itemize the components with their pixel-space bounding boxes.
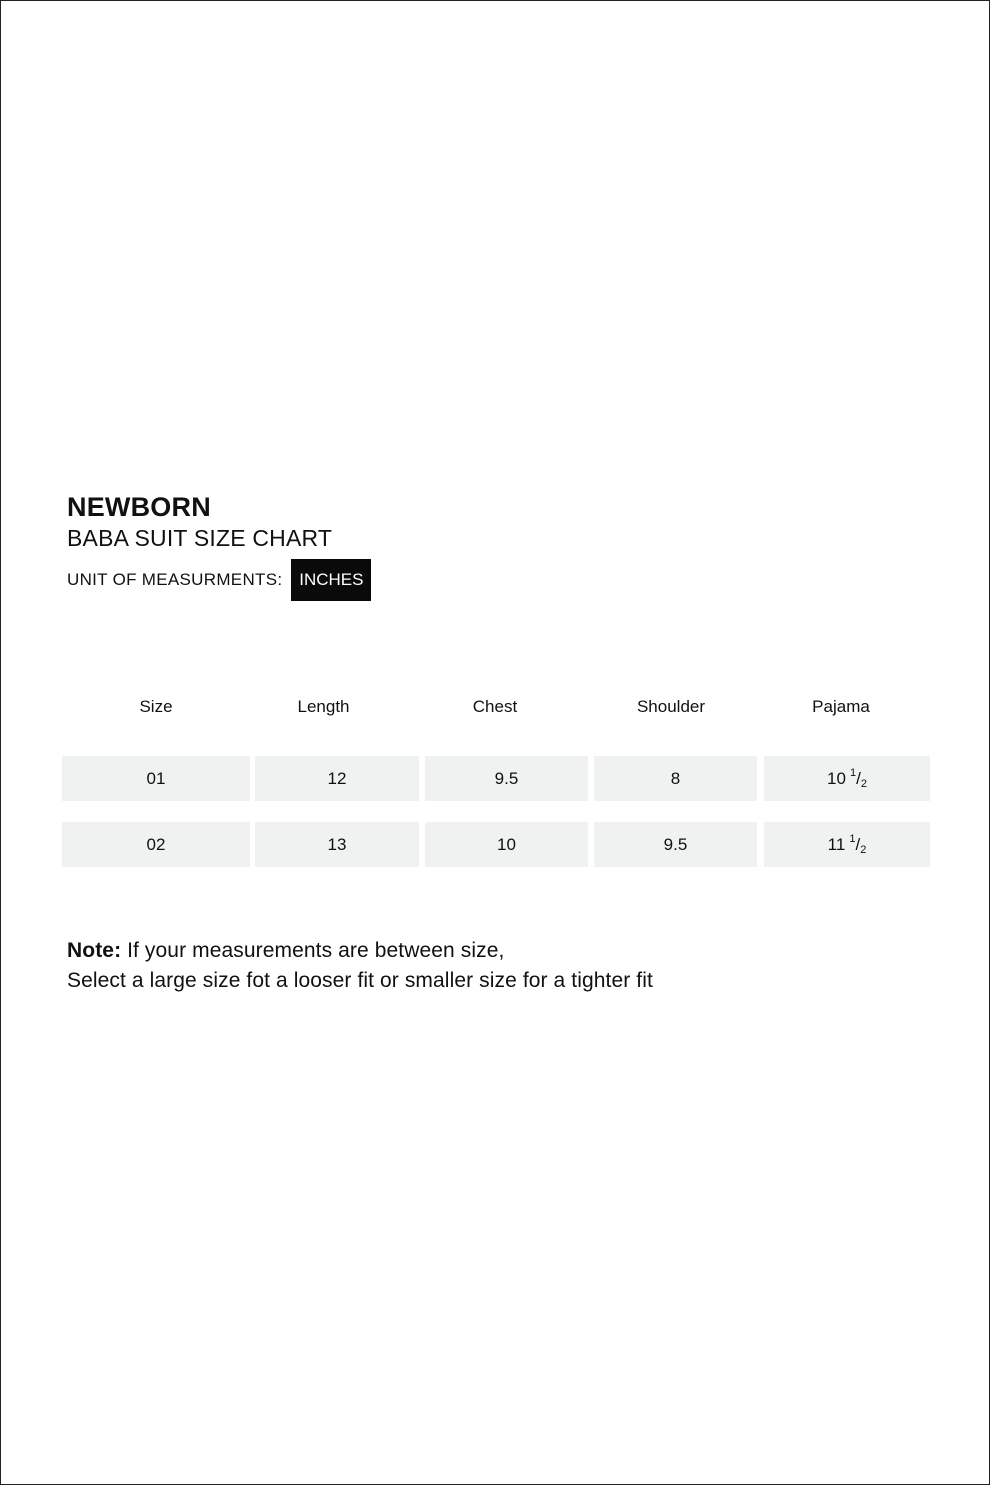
pajama-numerator: 1	[849, 766, 857, 779]
note-line-2: Select a large size fot a looser fit or smaller size for a tighter fit	[67, 969, 653, 992]
table-cell-length: 12	[255, 756, 419, 801]
column-header-pajama: Pajama	[812, 697, 870, 716]
pajama-denominator: 2	[860, 777, 867, 790]
note-label: Note:	[67, 939, 122, 962]
table-cell-shoulder: 9.5	[594, 822, 757, 867]
table-cell-pajama	[764, 756, 930, 801]
pajama-denominator: 2	[860, 843, 867, 856]
table-cell-size: 01	[62, 756, 250, 801]
note-line-1	[67, 936, 653, 966]
pajama-numerator: 1	[849, 832, 856, 845]
pajama-whole: 11	[827, 834, 846, 854]
note-text-1: If your measurements are between size,	[121, 939, 505, 962]
column-header-shoulder: Shoulder	[636, 697, 706, 716]
table-cell-shoulder: 8	[594, 756, 757, 801]
size-note	[67, 936, 653, 996]
column-header-chest: Chest	[472, 697, 518, 716]
page-title: NEWBORN	[67, 492, 211, 522]
column-header-size: Size	[139, 697, 173, 716]
table-cell-size: 02	[62, 822, 250, 867]
table-cell-chest: 10	[425, 822, 588, 867]
pajama-whole: 10	[827, 768, 846, 788]
fraction-slash: /	[856, 768, 861, 788]
unit-label: UNIT OF MEASURMENTS:	[67, 570, 283, 589]
table-cell-chest: 9.5	[425, 756, 588, 801]
fraction-slash: /	[855, 834, 861, 854]
column-header-length: Length	[297, 697, 350, 716]
table-cell-length: 13	[255, 822, 419, 867]
page-subtitle: BABA SUIT SIZE CHART	[67, 525, 333, 551]
unit-badge: INCHES	[291, 559, 371, 601]
unit-row	[67, 559, 371, 601]
table-cell-pajama	[764, 822, 930, 867]
